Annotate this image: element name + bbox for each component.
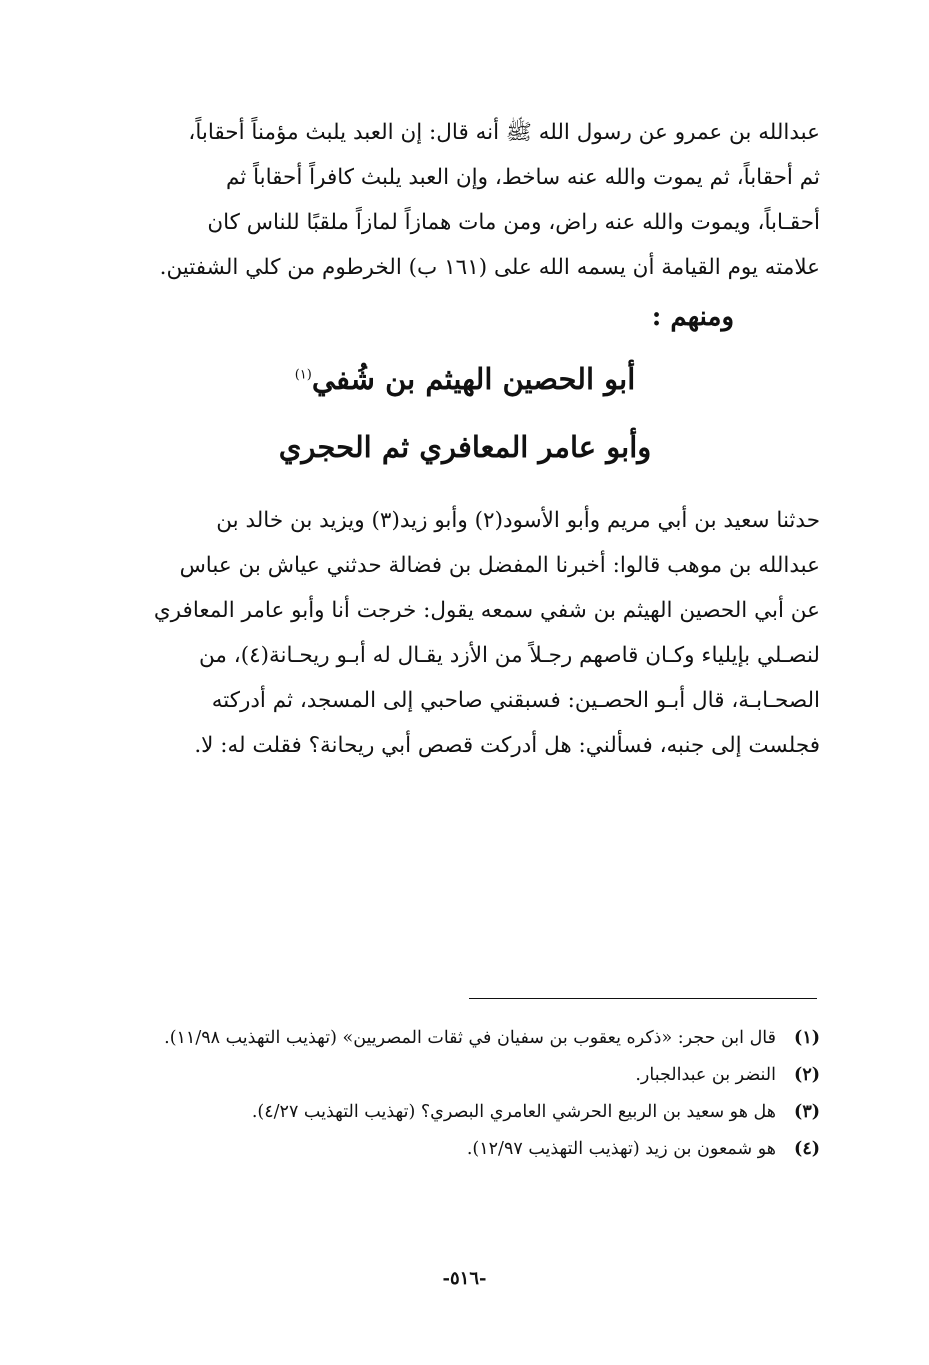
text-line: أحقـاباً، ويموت والله عنه راض، ومن مات همازاً لمازاً ملقبًا للناس كان bbox=[207, 210, 820, 235]
footnote-number: (١) bbox=[794, 1028, 820, 1048]
title-line-2: وأبو عامر المعافري ثم الحجري bbox=[278, 430, 652, 464]
footnote-text: هو شمعون بن زيد (تهذيب التهذيب ١٢/٩٧). bbox=[466, 1139, 776, 1159]
footnote-item bbox=[110, 1131, 820, 1168]
section-subheading: ومنهم : bbox=[651, 302, 734, 332]
title-name: أبو الحصين الهيثم بن شُفي bbox=[311, 362, 636, 396]
text-line: فجلست إلى جنبه، فسألني: هل أدركت قصص أبي ريحانة؟ فقلت له: لا. bbox=[194, 733, 820, 758]
footnote-item bbox=[110, 1094, 820, 1131]
footnote-text: قال ابن حجر: «ذكره يعقوب بن سفيان في ثقات المصريين» (تهذيب التهذيب ١١/٩٨). bbox=[164, 1028, 776, 1048]
text-line: عن أبي الحصين الهيثم بن شفي سمعه يقول: خرجت أنا وأبو عامر المعافري bbox=[153, 598, 820, 623]
text-line: حدثنا سعيد بن أبي مريم وأبو الأسود(٢) وأبو زيد(٣) ويزيد بن خالد بن bbox=[216, 508, 820, 533]
footnote-text: النضر بن عبدالجبار. bbox=[635, 1065, 776, 1085]
footnote-item bbox=[110, 1057, 820, 1094]
text-line: علامته يوم القيامة أن يسمه الله على (١٦١ ب) الخرطوم من كلي الشفتين. bbox=[159, 255, 820, 280]
text-line: عبدالله بن عمرو عن رسول الله ﷺ أنه قال: إن العبد يلبث مؤمناً أحقاباً، bbox=[188, 120, 820, 145]
text-line: الصحـابـة، قال أبـو الحصـين: فسبقني صاحبي إلى المسجد، ثم أدركته bbox=[211, 688, 820, 713]
title-line-1 bbox=[110, 362, 820, 396]
footnote-number: (٢) bbox=[794, 1065, 820, 1085]
text-line: عبدالله بن موهب قالوا: أخبرنا المفضل بن فضالة حدثني عياش بن عباس bbox=[179, 553, 820, 578]
paragraph-narration bbox=[110, 498, 820, 768]
footnote-divider bbox=[469, 998, 817, 999]
footnote-number: (٤) bbox=[794, 1139, 820, 1159]
footnote-ref: (١) bbox=[294, 367, 312, 383]
footnote-item bbox=[110, 1020, 820, 1057]
text-line: لنصـلي بإيلياء وكـان قاصهم رجـلاً من الأزد يقـال له أبـو ريحـانة(٤)، من bbox=[199, 643, 820, 668]
paragraph-hadith bbox=[110, 110, 820, 290]
footnote-number: (٣) bbox=[794, 1102, 820, 1122]
footnote-text: هل هو سعيد بن الربيع الحرشي العامري البصري؟ (تهذيب التهذيب ٤/٢٧). bbox=[251, 1102, 776, 1122]
page-number: -٥١٦- bbox=[442, 1268, 487, 1289]
footnotes bbox=[110, 1020, 820, 1168]
text-line: ثم أحقاباً، ثم يموت والله عنه ساخط، وإن العبد يلبث كافراً أحقاباً ثم bbox=[225, 165, 820, 190]
